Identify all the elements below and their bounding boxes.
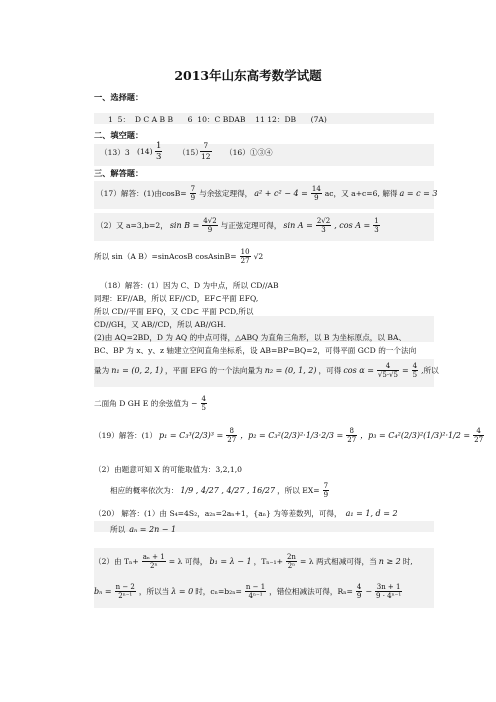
q19-equation: ，p₂ = C₃²(2/3)²·1/3·2/3 = — [240, 431, 344, 440]
fraction-numerator: 7 — [200, 141, 212, 152]
q17-equation: , cos A = — [334, 221, 371, 230]
fill-answer-14-label: (14) — [137, 147, 153, 156]
q20-equation: − — [365, 587, 373, 596]
fraction-denominator: 27 — [227, 436, 237, 444]
fraction-numerator: 1 — [374, 217, 379, 225]
fraction-denominator: 9 — [356, 592, 362, 600]
q17-line-1 — [96, 185, 437, 202]
q20-line-3 — [94, 553, 413, 570]
q20-result: a₁ = 1, d = 2 — [345, 509, 398, 518]
q18-equation: = — [401, 366, 409, 375]
q20-text: 所以 — [110, 525, 126, 534]
q17-result: a = c = 3 — [399, 189, 438, 198]
fraction-denominator: 27 — [240, 257, 250, 265]
fraction-denominator: 5 — [412, 371, 418, 379]
fraction-numerator: 14 — [311, 185, 321, 193]
fraction-denominator: 12 — [201, 152, 211, 161]
q17-text: 与正弦定理可得， — [220, 221, 282, 230]
q19-text: ，所以 EX= — [277, 486, 320, 495]
fraction-numerator: 1 — [156, 141, 162, 151]
fraction-numerator: 10 — [240, 248, 250, 256]
q17-text: （2）又 a=3,b=2， — [96, 221, 168, 230]
fraction-denominator: 9 — [314, 194, 319, 202]
fraction-numerator: n − 1 — [245, 583, 266, 591]
fraction-numerator: 8 — [226, 427, 237, 436]
section-heading-choice: 一、选择题： — [94, 92, 144, 102]
fraction-numerator: 7 — [323, 482, 329, 490]
q20-result: aₙ = 2n − 1 — [129, 525, 177, 534]
q20-text: 时，cₙ=b₂ₙ= — [195, 587, 242, 596]
q20-text: （20） 解答：(1）由 S₄=4S₂，a₂ₙ=2aₙ+1，{aₙ} 为等差数列，可得， — [94, 509, 342, 518]
q17-text: 所以 sin（A B）=sinAcosB cosAsinB= — [94, 252, 237, 261]
fraction-numerator: 2√2 — [316, 217, 331, 225]
fraction-numerator: aₙ + 1 — [142, 553, 165, 561]
fraction-denominator: 3 — [156, 152, 162, 162]
q18-text: ，平面 EFG 的一个法向量为 — [165, 366, 263, 375]
q18-line-6: BC、BP 为 x、y、z 轴建立空间直角坐标系，设 AB=BP=BQ=2，可得平面 GCD 的一个法向 — [94, 346, 417, 355]
fraction-numerator: 7 — [190, 185, 196, 193]
fill-answer-16: （16）①③④ — [225, 148, 273, 157]
fraction-numerator: 4√2 — [203, 217, 217, 225]
fraction-denominator: 9 — [207, 226, 213, 234]
q18-line-2: 同理：EF//AB，所以 EF//CD，EF⊂平面 EFQ, — [94, 294, 259, 303]
q20-text: 时, — [402, 557, 413, 566]
section-heading-fill: 二、填空题： — [94, 130, 144, 140]
q17-text: √2 — [253, 252, 264, 261]
q19-line-2: （2）由题意可知 X 的可能取值为：3,2,1,0 — [94, 465, 242, 474]
q17-line-2 — [96, 217, 381, 234]
choice-answers: 1 5： D C A B B 6 10：C BDAB 11 12：DB (7A) — [108, 115, 327, 124]
q20-text: = λ 可得， — [168, 557, 208, 566]
q17-equation: sin A = — [283, 221, 313, 230]
fill-answer-15-fraction — [199, 141, 213, 162]
q17-line-3 — [94, 248, 263, 265]
q20-equation: λ = 0 — [171, 587, 194, 596]
q19-equation: p₁ = C₃³(2/3)³ = — [159, 431, 224, 440]
q20-line-2 — [110, 524, 176, 535]
q17-text: ac，又 a+c=6, 解得 — [324, 189, 398, 198]
q17-text: （17）解答：(1)由cosB= — [96, 189, 187, 198]
fraction-numerator: 4 — [473, 427, 484, 436]
q18-text: ,所以 — [421, 366, 439, 375]
q17-text: 与余弦定理得， — [199, 189, 253, 198]
fraction-denominator: 2ⁿ — [150, 562, 158, 570]
q18-line-1: （18）解答：(1）因为 C、D 为中点，所以 CD//AB — [100, 281, 279, 290]
q18-text: 二面角 D GH E 的余弦值为 − — [94, 399, 198, 408]
q20-line-4 — [94, 583, 403, 600]
fill-answer-14-fraction — [154, 141, 163, 162]
fraction-denominator: 5 — [201, 404, 206, 412]
q19-line-3 — [110, 482, 330, 499]
fill-answer-13: （13）3 — [100, 148, 130, 157]
q19-text: 相应的概率依次为： — [110, 486, 179, 495]
fraction-numerator: n − 2 — [115, 583, 135, 591]
q18-text: ，可得 — [318, 366, 342, 375]
fraction-denominator: 27 — [347, 436, 357, 444]
fraction-denominator: 4ⁿ⁻¹ — [248, 592, 263, 600]
q20-line-1 — [94, 508, 398, 519]
q18-vector: n₂ = (0, 1, 2) — [264, 366, 317, 375]
q17-equation: a² + c² − 4 = — [254, 189, 308, 198]
section-heading-answer: 三、解答题： — [94, 168, 144, 178]
fraction-numerator: 4 — [356, 583, 362, 591]
q20-equation: bₙ = — [94, 587, 112, 596]
fraction-denominator: 3 — [374, 226, 379, 234]
q18-line-3: 所以 CD//平面 EFQ，又 CD⊂ 平面 PCD,所以 — [94, 307, 254, 316]
fraction-numerator: 4 — [377, 362, 399, 371]
fraction-denominator: 9 — [323, 491, 329, 499]
q20-text: ，Tₙ₋₁+ — [253, 557, 283, 566]
page-title: 2013年山东高考数学试题 — [174, 68, 322, 83]
q18-equation: cos α = — [343, 366, 374, 375]
fraction-denominator: 9 — [190, 194, 196, 202]
q19-text: （19）解答：(1） — [94, 431, 158, 440]
q17-equation: sin B = — [169, 221, 200, 230]
fraction-denominator: 3 — [321, 226, 326, 234]
fraction-numerator: 4 — [412, 362, 418, 370]
q20-text: ，所以当 — [138, 587, 170, 596]
fraction-denominator: 27 — [474, 436, 484, 444]
q19-line-1 — [94, 427, 485, 444]
q18-line-8 — [94, 395, 208, 412]
fraction-numerator: 8 — [346, 427, 357, 436]
q20-equation: b₁ = λ − 1 — [209, 557, 252, 566]
fill-answer-15-label: （15） — [178, 148, 203, 157]
q18-text: 量为 — [94, 366, 110, 375]
q20-text: ，错位相减法可得，Rₙ= — [269, 587, 353, 596]
fraction-denominator: 9 · 4ⁿ⁻¹ — [376, 592, 402, 600]
q19-probabilities: 1/9 , 4/27 , 4/27 , 16/27 — [180, 486, 276, 495]
q20-equation: n ≥ 2 — [378, 557, 401, 566]
fraction-numerator: 3n + 1 — [376, 583, 401, 591]
q18-line-5: (2)由 AQ=2BD，D 为 AQ 的中点可得，△ABQ 为直角三角形，以 B 为坐标原点，以 BA、 — [94, 333, 407, 342]
q18-vector: n₁ = (0, 2, 1) — [111, 366, 164, 375]
q20-text: （2）由 Tₙ+ — [94, 557, 139, 566]
fraction-denominator: 2ⁿ⁻¹ — [118, 592, 133, 600]
fraction-denominator: √5·√5 — [377, 371, 398, 379]
q18-line-4: CD//GH，又 AB//CD，所以 AB//GH. — [94, 320, 226, 329]
q19-equation: ，p₃ = C₄²(2/3)²(1/3)²·1/2 = — [360, 431, 471, 440]
fraction-numerator: 4 — [201, 395, 206, 403]
q18-line-7 — [94, 362, 439, 379]
q20-text: = λ 两式相减可得，当 — [299, 557, 377, 566]
fraction-numerator: 2n — [286, 553, 296, 561]
fraction-denominator: 2ⁿ — [287, 562, 296, 570]
